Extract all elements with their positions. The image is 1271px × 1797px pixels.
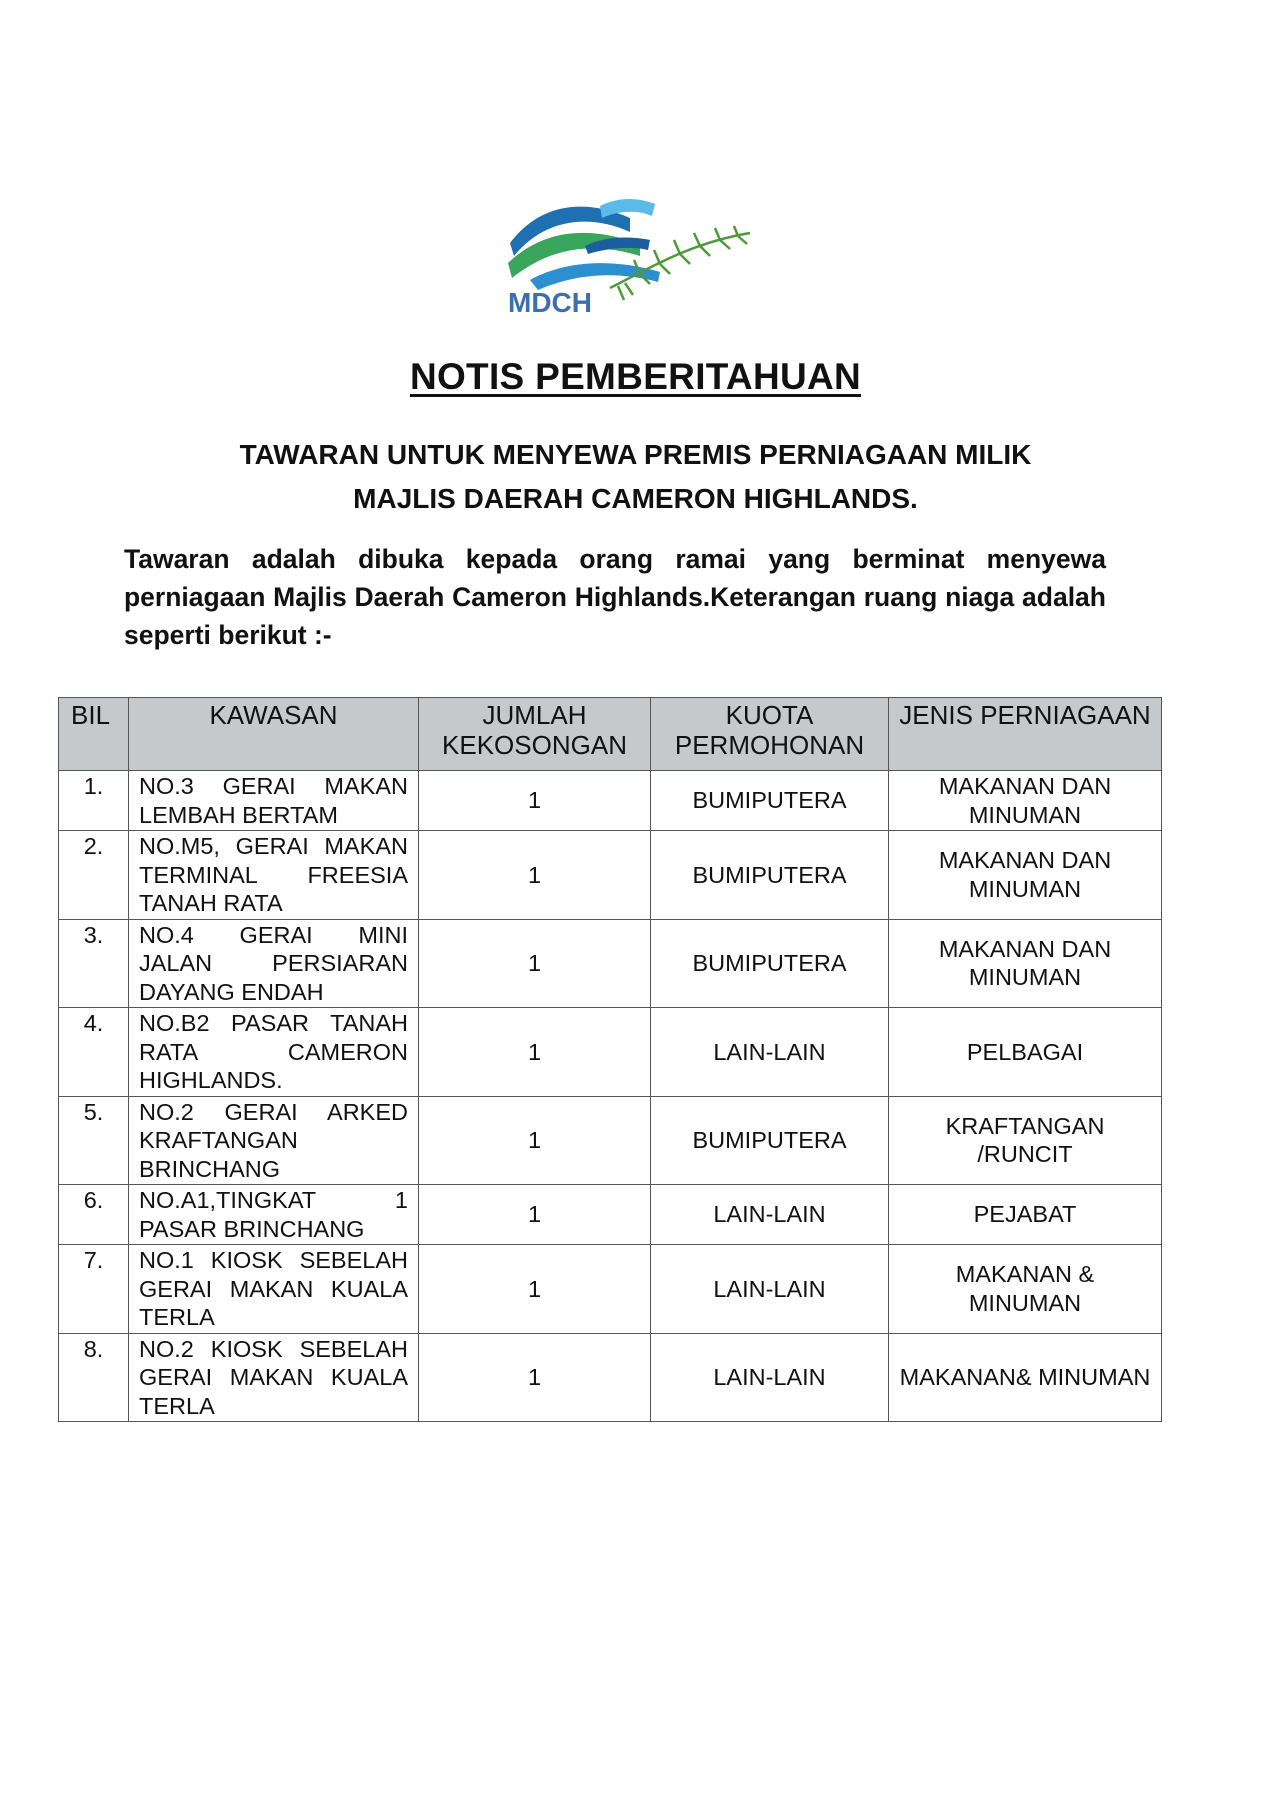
table-row: [59, 1333, 1162, 1422]
cell-jumlah: 1: [419, 1008, 651, 1097]
table-row: [59, 1245, 1162, 1334]
cell-kawasan: NO.3 GERAI MAKAN LEMBAH BERTAM: [129, 771, 419, 831]
cell-jumlah: 1: [419, 1096, 651, 1185]
cell-bil: 5.: [59, 1096, 129, 1185]
cell-jumlah: 1: [419, 1245, 651, 1334]
cell-bil: 8.: [59, 1333, 129, 1422]
cell-kuota: BUMIPUTERA: [651, 771, 889, 831]
table-row: [59, 919, 1162, 1008]
cell-kuota: LAIN-LAIN: [651, 1333, 889, 1422]
cell-bil: 7.: [59, 1245, 129, 1334]
subtitle: [0, 433, 1271, 521]
cell-jenis: PELBAGAI: [889, 1008, 1162, 1097]
cell-jumlah: 1: [419, 831, 651, 920]
header-bil: BIL: [59, 698, 129, 771]
cell-jumlah: 1: [419, 1185, 651, 1245]
table-header-row: [59, 698, 1162, 771]
cell-jumlah: 1: [419, 1333, 651, 1422]
cell-bil: 4.: [59, 1008, 129, 1097]
header-jenis: JENIS PERNIAGAAN: [889, 698, 1162, 771]
fern-icon: [610, 226, 750, 300]
table-row: [59, 771, 1162, 831]
cell-jenis: MAKANAN DAN MINUMAN: [889, 919, 1162, 1008]
header-kuota: KUOTA PERMOHONAN: [651, 698, 889, 771]
cell-kawasan: NO.A1,TINGKAT 1 PASAR BRINCHANG: [129, 1185, 419, 1245]
subtitle-line-2: MAJLIS DAERAH CAMERON HIGHLANDS.: [353, 483, 918, 514]
page-title: [0, 356, 1271, 398]
logo-text: MDCH: [508, 287, 592, 318]
cell-kawasan: NO.2 KIOSK SEBELAH GERAI MAKAN KUALA TERLA: [129, 1333, 419, 1422]
cell-jumlah: 1: [419, 919, 651, 1008]
cell-jenis: MAKANAN & MINUMAN: [889, 1245, 1162, 1334]
wave-icon: [508, 199, 660, 290]
cell-jenis: PEJABAT: [889, 1185, 1162, 1245]
mdch-logo: [490, 188, 770, 318]
cell-kawasan: NO.B2 PASAR TANAH RATA CAMERON HIGHLANDS.: [129, 1008, 419, 1097]
header-jumlah: JUMLAH KEKOSONGAN: [419, 698, 651, 771]
cell-jumlah: 1: [419, 771, 651, 831]
cell-kawasan: NO.M5, GERAI MAKAN TERMINAL FREESIA TANAH RATA: [129, 831, 419, 920]
title-text: NOTIS PEMBERITAHUAN: [409, 356, 862, 397]
header-kawasan: KAWASAN: [129, 698, 419, 771]
intro-paragraph: Tawaran adalah dibuka kepada orang ramai yang berminat menyewa perniagaan Majlis Daerah Cameron Highlands.Keterangan ruang niaga adalah seperti berikut :-: [124, 544, 1106, 650]
cell-kuota: LAIN-LAIN: [651, 1008, 889, 1097]
cell-bil: 6.: [59, 1185, 129, 1245]
premises-table: [58, 697, 1162, 1422]
cell-kuota: BUMIPUTERA: [651, 1096, 889, 1185]
cell-kuota: BUMIPUTERA: [651, 919, 889, 1008]
cell-jenis: MAKANAN& MINUMAN: [889, 1333, 1162, 1422]
table-row: [59, 831, 1162, 920]
cell-jenis: MAKANAN DAN MINUMAN: [889, 771, 1162, 831]
cell-kawasan: NO.4 GERAI MINI JALAN PERSIARAN DAYANG ENDAH: [129, 919, 419, 1008]
table-row: [59, 1008, 1162, 1097]
cell-kawasan: NO.1 KIOSK SEBELAH GERAI MAKAN KUALA TERLA: [129, 1245, 419, 1334]
cell-bil: 2.: [59, 831, 129, 920]
cell-bil: 3.: [59, 919, 129, 1008]
cell-kawasan: NO.2 GERAI ARKED KRAFTANGAN BRINCHANG: [129, 1096, 419, 1185]
cell-kuota: LAIN-LAIN: [651, 1185, 889, 1245]
cell-bil: 1.: [59, 771, 129, 831]
cell-jenis: MAKANAN DAN MINUMAN: [889, 831, 1162, 920]
cell-jenis: KRAFTANGAN /RUNCIT: [889, 1096, 1162, 1185]
cell-kuota: BUMIPUTERA: [651, 831, 889, 920]
table-row: [59, 1096, 1162, 1185]
subtitle-line-1: TAWARAN UNTUK MENYEWA PREMIS PERNIAGAAN MILIK: [239, 439, 1032, 470]
cell-kuota: LAIN-LAIN: [651, 1245, 889, 1334]
table-row: [59, 1185, 1162, 1245]
